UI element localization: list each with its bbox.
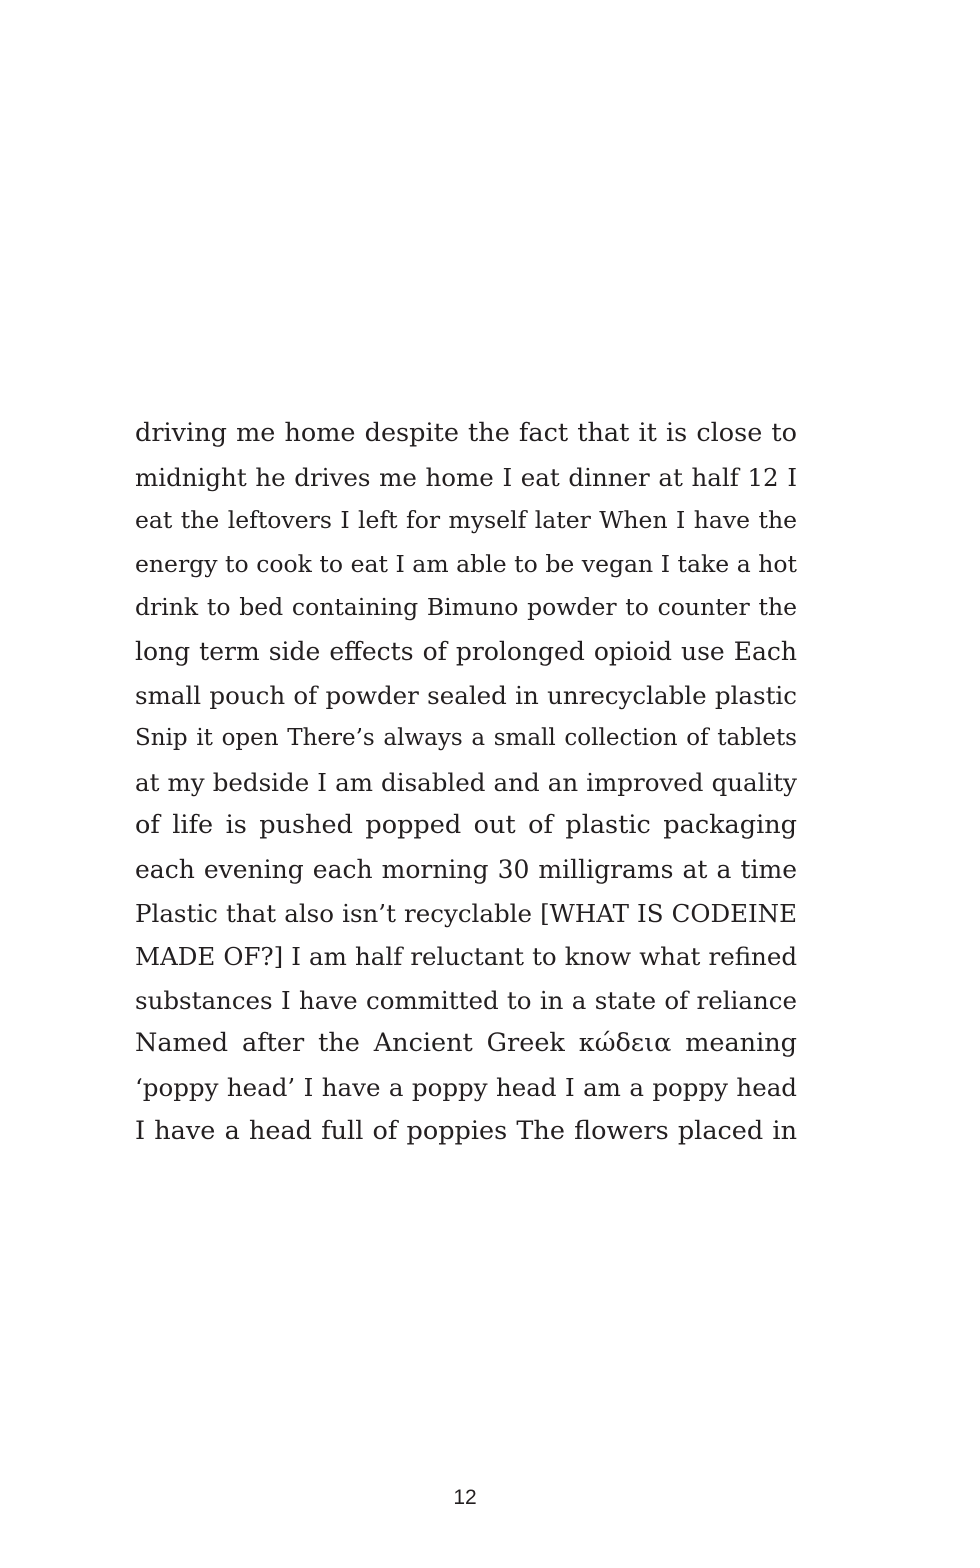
text-line: energy to cook to eat I am able to be vegan I take a hot <box>135 549 797 578</box>
body-paragraph <box>135 412 797 1153</box>
text-line: substances I have committed to in a state of reliance <box>135 985 797 1015</box>
text-line: at my bedside I am disabled and an improved quality <box>135 767 797 797</box>
text-line: Named after the Ancient Greek κώδεια meaning <box>135 1028 797 1059</box>
text-line: eat the leftovers I left for myself later When I have the <box>135 506 797 535</box>
text-line: Plastic that also isn’t recyclable [WHAT IS CODEINE <box>135 898 797 928</box>
text-line: ‘poppy head’ I have a poppy head I am a poppy head <box>135 1072 797 1102</box>
text-line: MADE OF?] I am half reluctant to know what refined <box>135 942 797 972</box>
text-line: of life is pushed popped out of plastic packaging <box>135 810 797 841</box>
text-line: I have a head full of poppies The flowers placed in <box>135 1115 797 1146</box>
text-line: Snip it open There’s always a small collection of tablets <box>135 725 797 752</box>
text-line: long term side effects of prolonged opioid use Each <box>135 636 797 666</box>
page-number: 12 <box>453 1486 477 1509</box>
text-line: each evening each morning 30 milligrams at a time <box>135 854 797 884</box>
text-line: drink to bed containing Bimuno powder to counter the <box>135 593 797 622</box>
text-line: driving me home despite the fact that it is close to <box>135 418 797 448</box>
text-line: midnight he drives me home I eat dinner at half 12 I <box>135 462 797 492</box>
text-line: small pouch of powder sealed in unrecyclable plastic <box>135 680 797 710</box>
